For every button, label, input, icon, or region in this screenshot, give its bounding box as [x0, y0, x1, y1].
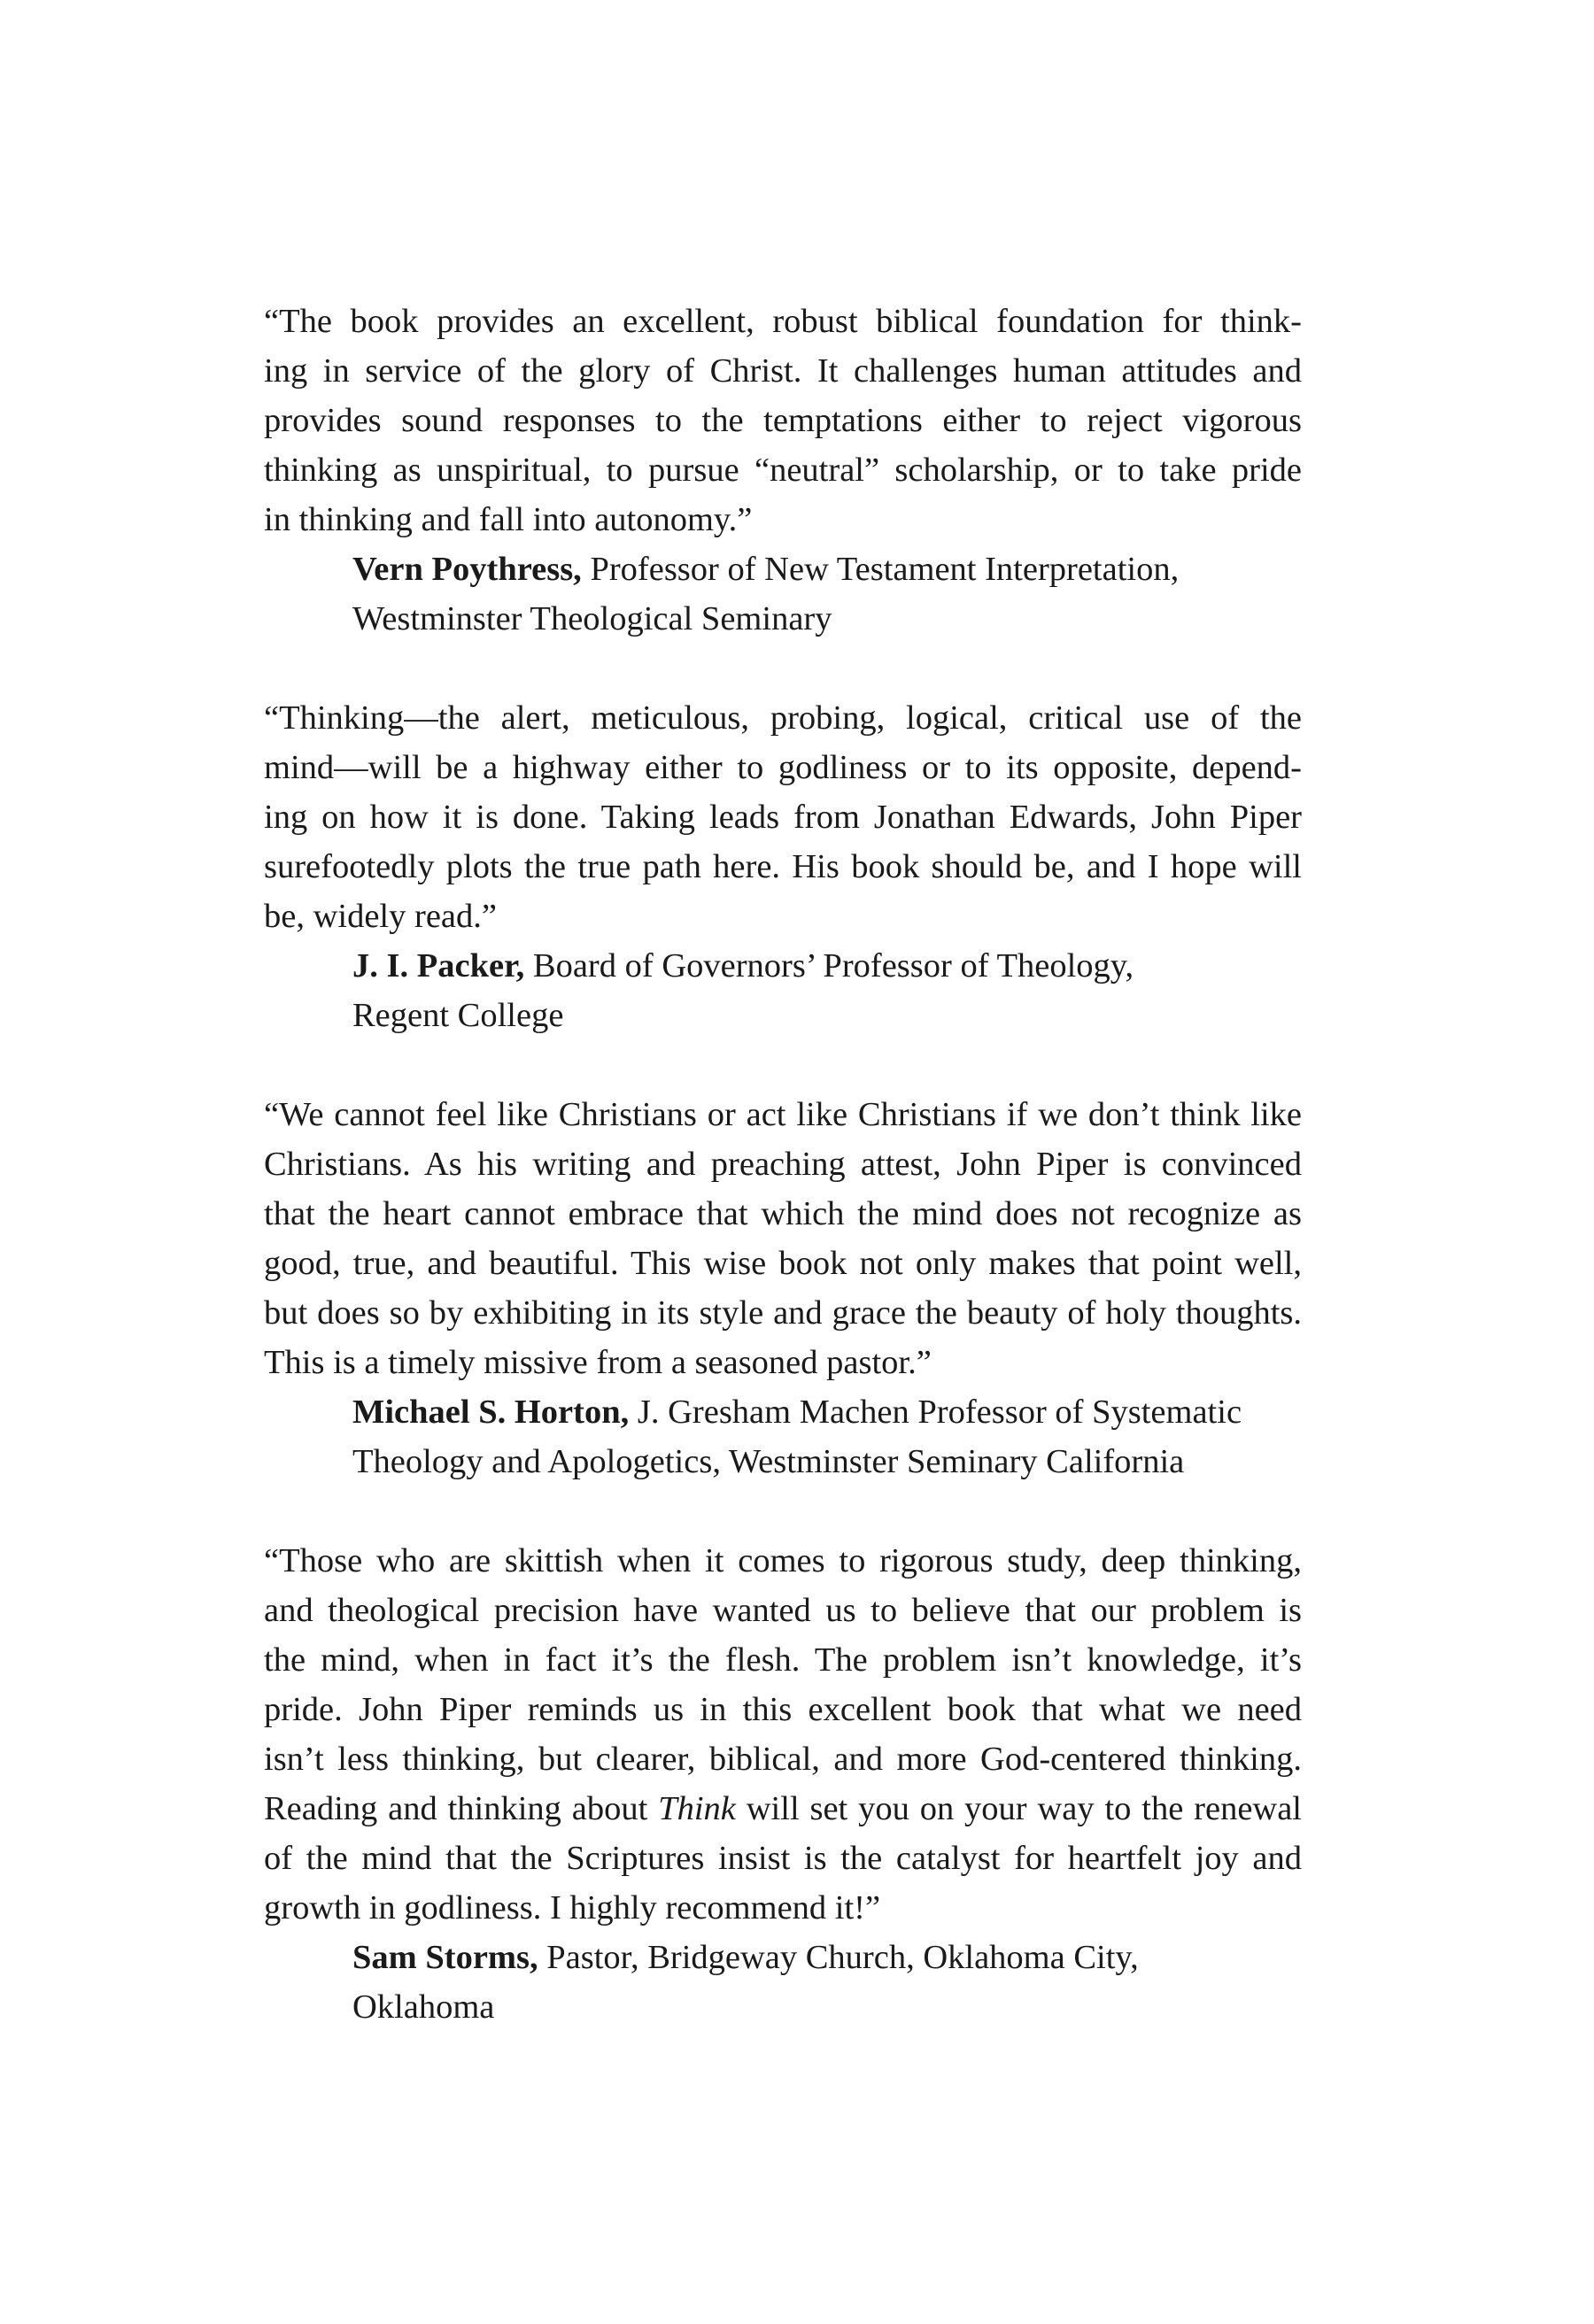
endorsement-quote — [264, 693, 1302, 941]
quote-line: ing on how it is done. Taking leads from Jonathan Edwards, John Piper — [264, 799, 1302, 836]
endorser-affiliation: Oklahoma — [352, 1988, 495, 2026]
quote-line: “We cannot feel like Christians or act like Christians if we don’t think like — [264, 1096, 1302, 1133]
quote-line: good, true, and beautiful. This wise book not only makes that point well, — [264, 1245, 1302, 1282]
endorser-name: J. I. Packer, — [352, 947, 525, 984]
endorser-affiliation: Theology and Apologetics, Westminster Seminary California — [352, 1443, 1185, 1480]
quote-line: isn’t less thinking, but clearer, biblical, and more God-centered thinking. — [264, 1741, 1302, 1778]
endorsement-quote — [264, 1090, 1302, 1387]
quote-line: in thinking and fall into autonomy.” — [264, 501, 753, 538]
endorsement-attribution — [352, 1933, 1302, 2032]
endorsement-attribution — [352, 1387, 1302, 1486]
endorser-affiliation: Westminster Theological Seminary — [352, 600, 832, 637]
endorsement-attribution — [352, 941, 1302, 1040]
quote-line: be, widely read.” — [264, 898, 497, 935]
quote-line: “Those who are skittish when it comes to rigorous study, deep thinking, — [264, 1542, 1302, 1579]
quote-line: “Thinking—the alert, meticulous, probing, logical, critical use of the — [264, 699, 1302, 737]
endorser-affiliation: Regent College — [352, 997, 564, 1034]
quote-line: Christians. As his writing and preaching attest, John Piper is convinced — [264, 1146, 1302, 1183]
quote-line: ing in service of the glory of Christ. It challenges human attitudes and — [264, 352, 1302, 390]
endorsement-quote — [264, 1536, 1302, 1933]
quote-line: “The book provides an excellent, robust biblical foundation for think- — [264, 303, 1302, 340]
quote-line: surefootedly plots the true path here. His book should be, and I hope will — [264, 848, 1302, 885]
endorsements-page — [264, 297, 1302, 2081]
endorsement-horton — [264, 1090, 1302, 1486]
quote-line: that the heart cannot embrace that which the mind does not recognize as — [264, 1195, 1302, 1232]
endorser-title: Board of Governors’ Professor of Theology, — [524, 947, 1134, 984]
quote-line: Reading and thinking about Think will set you on your way to the renewal — [264, 1790, 1302, 1827]
endorsement-attribution — [352, 544, 1302, 644]
endorsement-quote — [264, 297, 1302, 544]
quote-line: mind—will be a highway either to godliness or to its opposite, depend- — [264, 749, 1302, 786]
endorser-name: Sam Storms, — [352, 1939, 538, 1976]
endorser-name: Michael S. Horton, — [352, 1394, 630, 1431]
endorsement-storms — [264, 1536, 1302, 2032]
endorser-title: Professor of New Testament Interpretation, — [581, 551, 1180, 588]
endorser-title: J. Gresham Machen Professor of Systematic — [629, 1394, 1242, 1431]
quote-line: of the mind that the Scriptures insist is the catalyst for heartfelt joy and — [264, 1840, 1302, 1877]
quote-line: thinking as unspiritual, to pursue “neutral” scholarship, or to take pride — [264, 452, 1302, 489]
endorser-name: Vern Poythress, — [352, 551, 582, 588]
book-title-think: Think — [658, 1790, 736, 1827]
quote-line: This is a timely missive from a seasoned pastor.” — [264, 1344, 932, 1381]
quote-line: pride. John Piper reminds us in this excellent book that what we need — [264, 1691, 1302, 1728]
endorsement-packer — [264, 693, 1302, 1040]
endorsement-poythress — [264, 297, 1302, 644]
endorser-title: Pastor, Bridgeway Church, Oklahoma City, — [538, 1939, 1139, 1976]
quote-line: the mind, when in fact it’s the flesh. The problem isn’t knowledge, it’s — [264, 1641, 1302, 1679]
quote-line: but does so by exhibiting in its style and grace the beauty of holy thoughts. — [264, 1294, 1302, 1332]
quote-line: growth in godliness. I highly recommend it!” — [264, 1889, 881, 1926]
quote-line: provides sound responses to the temptations either to reject vigorous — [264, 402, 1302, 439]
quote-line: and theological precision have wanted us to believe that our problem is — [264, 1592, 1302, 1629]
